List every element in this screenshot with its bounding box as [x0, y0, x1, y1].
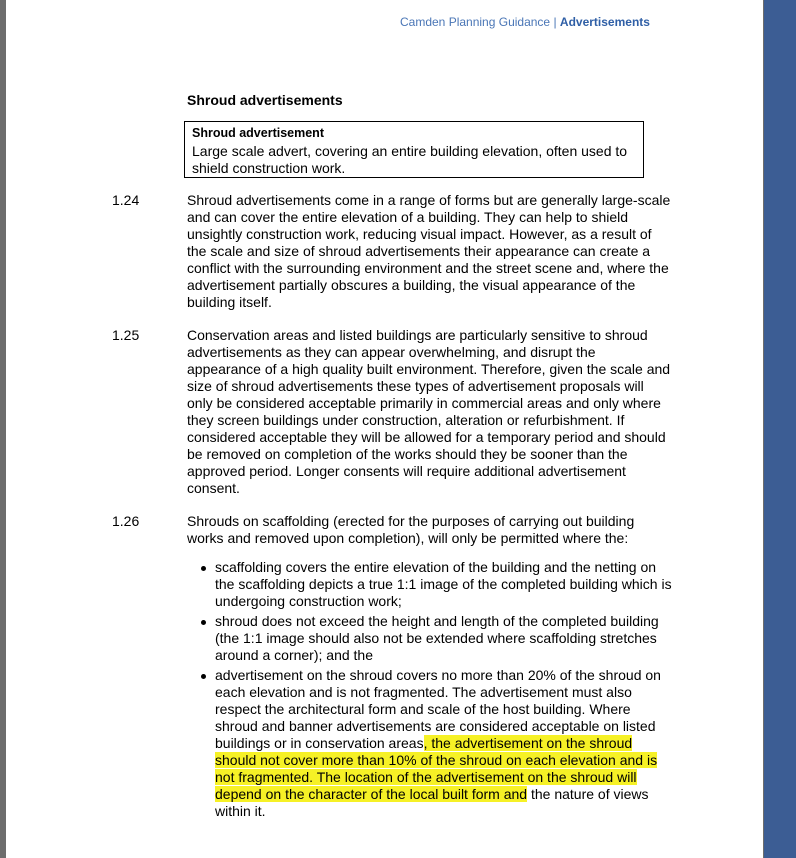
definition-box — [184, 121, 644, 178]
bullet-icon — [201, 566, 206, 571]
paragraph-1-26: Shrouds on scaffolding (erected for the purposes of carrying out building works and removed upon completion), will only be permitted where the: — [187, 513, 635, 546]
bullet-icon — [201, 620, 206, 625]
definition-body: Large scale advert, covering an entire building elevation, often used to shield construction work. — [192, 143, 628, 176]
list-item-text-before: advertisement on the shroud covers no more than 20% of the shroud on each elevation and is not fragmented. The advertisement must also respect the architectural form and scale of the host building. Where shroud and banner advertisements are considered acceptable on listed buildings or in conservation areas — [215, 667, 661, 751]
paragraph-1-25: Conservation areas and listed buildings are particularly sensitive to shroud advertisements as they can appear overwhelming, and disrupt the appearance of a high quality built environment. Therefore, given the scale and size of shroud advertisements these types of advertisement proposals will only be considered acceptable primarily in commercial areas and only where they screen buildings under construction, alteration or refurbishment. If considered acceptable they will be allowed for a temporary period and should be removed on completion of the works should they be sooner than the approved period. Longer consents will require additional advertisement consent. — [187, 327, 671, 496]
header-separator: | — [550, 15, 560, 29]
paragraph-1-24: Shroud advertisements come in a range of forms but are generally large-scale and can cover the entire elevation of a building. They can help to shield unsightly construction work, reducing visual impact. However, as a result of the scale and size of shroud advertisements their appearance can create a conflict with the surrounding environment and the street scene and, where the advertisement partially obscures a building, the visual appearance of the building itself. — [187, 192, 671, 310]
document-page — [6, 0, 763, 858]
highlighted-text: , the advertisement on the shroud should not cover more than 10% of the shroud on each elevation and is not fragmented. The location of the advertisement on the shroud will depend on the character of the local built form and — [215, 735, 658, 802]
conditions-list — [201, 559, 676, 823]
header-guidance-title: Camden Planning Guidance — [400, 15, 551, 29]
paragraph-number-1-24: 1.24 — [112, 192, 140, 208]
bullet-icon — [201, 674, 206, 679]
paragraph-number-1-25: 1.25 — [112, 327, 140, 343]
header-section-name: Advertisements — [559, 15, 650, 29]
list-item — [201, 613, 676, 664]
list-item — [201, 667, 676, 820]
section-title: Shroud advertisements — [187, 92, 343, 108]
list-item-text-after: the nature of views within it. — [215, 786, 649, 819]
side-panel — [764, 0, 796, 858]
list-item — [201, 559, 676, 610]
list-item-text: scaffolding covers the entire elevation of the building and the netting on the scaffolding depicts a true 1:1 image of the completed building which is undergoing construction work; — [215, 559, 672, 609]
definition-term: Shroud advertisement — [192, 126, 324, 140]
paragraph-number-1-26: 1.26 — [112, 513, 140, 529]
list-item-text: shroud does not exceed the height and length of the completed building (the 1:1 image should also not be extended where scaffolding stretches around a corner); and the — [215, 613, 659, 663]
page-header — [400, 15, 650, 29]
